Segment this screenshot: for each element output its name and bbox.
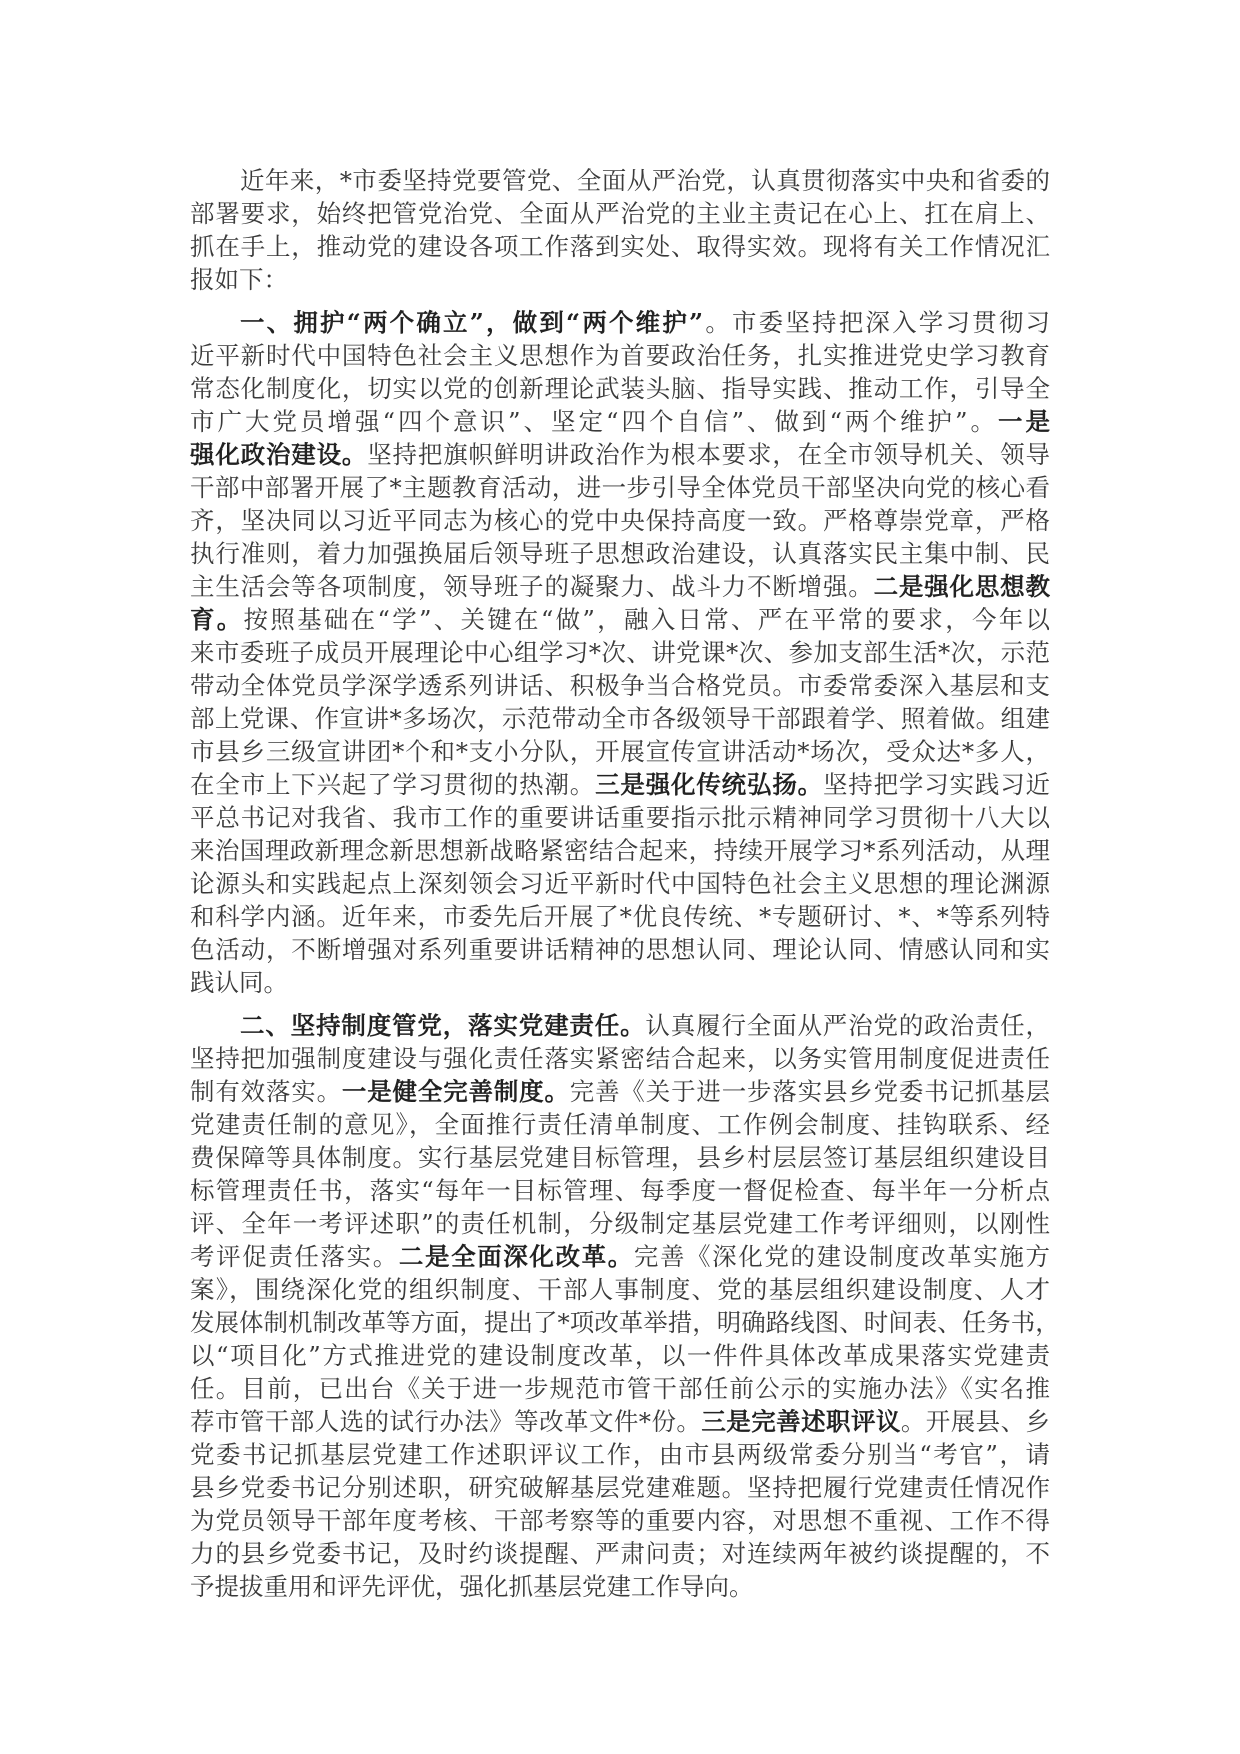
body-text: 评、全年一考评述职”的责任机制，分级制定基层党建工作考评细则，以刚性 [190,1209,1050,1238]
body-text: 党建责任制的意见》，全面推行责任清单制度、工作例会制度、挂钩联系、经 [190,1110,1050,1139]
body-text: 部上党课、作宣讲*多场次，示范带动全市各级领导干部跟着学、照着做。组建 [190,704,1050,733]
body-text: 以“项目化”方式推进党的建设制度改革，以一件件具体改革成果落实党建责 [190,1341,1050,1370]
text-line [190,164,1050,197]
text-line [190,471,1050,504]
body-text: 平总书记对我省、我市工作的重要讲话重要指示批示精神同学习贯彻十八大以 [190,803,1050,832]
body-text: 市县乡三级宣讲团*个和*支小分队，开展宣传宣讲活动*场次，受众达*多人， [190,737,1050,766]
body-text: 发展体制机制改革等方面，提出了*项改革举措，明确路线图、时间表、任务书， [190,1308,1060,1337]
bold-heading-text: 一是健全完善制度。 [341,1077,570,1106]
body-text: 予提拔重用和评先评优，强化抓基层党建工作导向。 [190,1572,754,1601]
text-line [190,570,1050,603]
text-line [190,306,1050,339]
body-text: 坚持把加强制度建设与强化责任落实紧密结合起来，以务实管用制度促进责任 [190,1044,1050,1073]
body-text: 费保障等具体制度。实行基层党建目标管理，县乡村层层签订基层组织建设目 [190,1143,1050,1172]
body-text: 完善《关于进一步落实县乡党委书记抓基层 [569,1077,1051,1106]
text-line [190,1273,1050,1306]
text-line [190,1207,1050,1240]
text-line [190,372,1050,405]
bold-heading-text: 三是强化传统弘扬。 [595,770,823,799]
text-line [190,1537,1050,1570]
bold-heading-text: 一、拥护“两个确立”，做到“两个维护” [240,308,704,337]
text-line [190,834,1050,867]
body-text: 近年来，*市委坚持党要管党、全面从严治党，认真贯彻落实中央和省委的 [240,166,1050,195]
text-line [190,900,1050,933]
text-line [190,1438,1050,1471]
body-text: 。市委坚持把深入学习贯彻习 [703,308,1050,337]
text-line [190,669,1050,702]
paragraph [190,306,1050,999]
text-line [190,603,1050,636]
text-line [190,1570,1050,1603]
body-text: 来治国理政新理念新思想新战略紧密结合起来，持续开展学习*系列活动，从理 [190,836,1050,865]
text-line [190,735,1050,768]
body-text: 报如下： [190,265,288,294]
bold-heading-text: 二是强化思想教 [873,572,1051,601]
text-line [190,801,1050,834]
body-text: 带动全体党员学深学透系列讲话、积极争当合格党员。市委常委深入基层和支 [190,671,1050,700]
body-text: 坚持把学习实践习近 [822,770,1051,799]
bold-heading-text: 三是完善述职评议 [701,1407,901,1436]
text-line [190,636,1050,669]
text-line [190,1240,1050,1273]
body-text: 在全市上下兴起了学习贯彻的热潮。 [190,770,596,799]
text-line [190,1372,1050,1405]
paragraph [190,164,1050,296]
body-text: 论源头和实践起点上深刻领会习近平新时代中国特色社会主义思想的理论渊源 [190,869,1050,898]
body-text: 任。目前，已出台《关于进一步规范市管干部任前公示的实施办法》《实名推 [190,1374,1050,1403]
text-line [190,1042,1050,1075]
text-line [190,1504,1050,1537]
text-line [190,1108,1050,1141]
text-line [190,1009,1050,1042]
text-line [190,768,1050,801]
text-line [190,197,1050,230]
body-text: 认真履行全面从严治党的政治责任， [645,1011,1051,1040]
text-line [190,438,1050,471]
text-line [190,1174,1050,1207]
text-line [190,867,1050,900]
body-text: 市广大党员增强“四个意识”、坚定“四个自信”、做到“两个维护”。 [190,407,998,436]
body-text: 干部中部署开展了*主题教育活动，进一步引导全体党员干部坚决向党的核心看 [190,473,1050,502]
text-line [190,702,1050,735]
bold-heading-text: 二、坚持制度管党，落实党建责任。 [240,1011,646,1040]
body-text: 县乡党委书记分别述职，研究破解基层党建难题。坚持把履行党建责任情况作 [190,1473,1050,1502]
text-line [190,339,1050,372]
text-line [190,1141,1050,1174]
text-line [190,263,1050,296]
bold-heading-text: 二是全面深化改革。 [398,1242,634,1271]
text-line [190,230,1050,263]
text-line [190,1471,1050,1504]
body-text: 坚持把旗帜鲜明讲政治作为根本要求，在全市领导机关、领导 [367,440,1051,469]
text-line [190,1075,1050,1108]
text-line [190,1306,1060,1339]
text-line [190,1339,1050,1372]
body-text: 党委书记抓基层党建工作述职评议工作，由市县两级常委分别当“考官”，请 [190,1440,1050,1469]
body-text: 。开展县、乡 [900,1407,1051,1436]
body-text: 常态化制度化，切实以党的创新理论武装头脑、指导实践、推动工作，引导全 [190,374,1050,403]
body-text: 齐，坚决同以习近平同志为核心的党中央保持高度一致。严格尊崇党章，严格 [190,506,1050,535]
body-text: 和科学内涵。近年来，市委先后开展了*优良传统、*专题研讨、*、*等系列特 [190,902,1050,931]
text-line [190,1405,1050,1438]
body-text: 践认同。 [190,968,288,997]
body-text: 力的县乡党委书记，及时约谈提醒、严肃问责；对连续两年被约谈提醒的，不 [190,1539,1050,1568]
body-text: 完善《深化党的建设制度改革实施方 [633,1242,1050,1271]
text-line [190,405,1050,438]
body-text: 近平新时代中国特色社会主义思想作为首要政治任务，扎实推进党史学习教育 [190,341,1050,370]
bold-heading-text: 强化政治建设。 [190,440,368,469]
body-text: 按照基础在“学”、关键在“做”，融入日常、严在平常的要求，今年以 [243,605,1050,634]
body-text: 来市委班子成员开展理论中心组学习*次、讲党课*次、参加支部生活*次，示范 [190,638,1050,667]
body-text: 标管理责任书，落实“每年一目标管理、每季度一督促检查、每半年一分析点 [190,1176,1050,1205]
body-text: 抓在手上，推动党的建设各项工作落到实处、取得实效。现将有关工作情况汇 [190,232,1050,261]
text-line [190,966,1050,999]
body-text: 制有效落实。 [190,1077,342,1106]
body-text: 色活动，不断增强对系列重要讲话精神的思想认同、理论认同、情感认同和实 [190,935,1050,964]
paragraph [190,1009,1060,1603]
bold-heading-text: 育。 [190,605,244,634]
bold-heading-text: 一是 [998,407,1050,436]
text-line [190,504,1050,537]
body-text: 荐市管干部人选的试行办法》等改革文件*份。 [190,1407,702,1436]
body-text: 考评促责任落实。 [190,1242,399,1271]
document-page [190,164,1060,1613]
body-text: 为党员领导干部年度考核、干部考察等的重要内容，对思想不重视、工作不得 [190,1506,1050,1535]
body-text: 部署要求，始终把管党治党、全面从严治党的主业主责记在心上、扛在肩上、 [190,199,1050,228]
text-line [190,933,1050,966]
text-line [190,537,1050,570]
body-text: 执行准则，着力加强换届后领导班子思想政治建设，认真落实民主集中制、民 [190,539,1050,568]
body-text: 案》，围绕深化党的组织制度、干部人事制度、党的基层组织建设制度、人才 [190,1275,1050,1304]
body-text: 主生活会等各项制度，领导班子的凝聚力、战斗力不断增强。 [190,572,874,601]
